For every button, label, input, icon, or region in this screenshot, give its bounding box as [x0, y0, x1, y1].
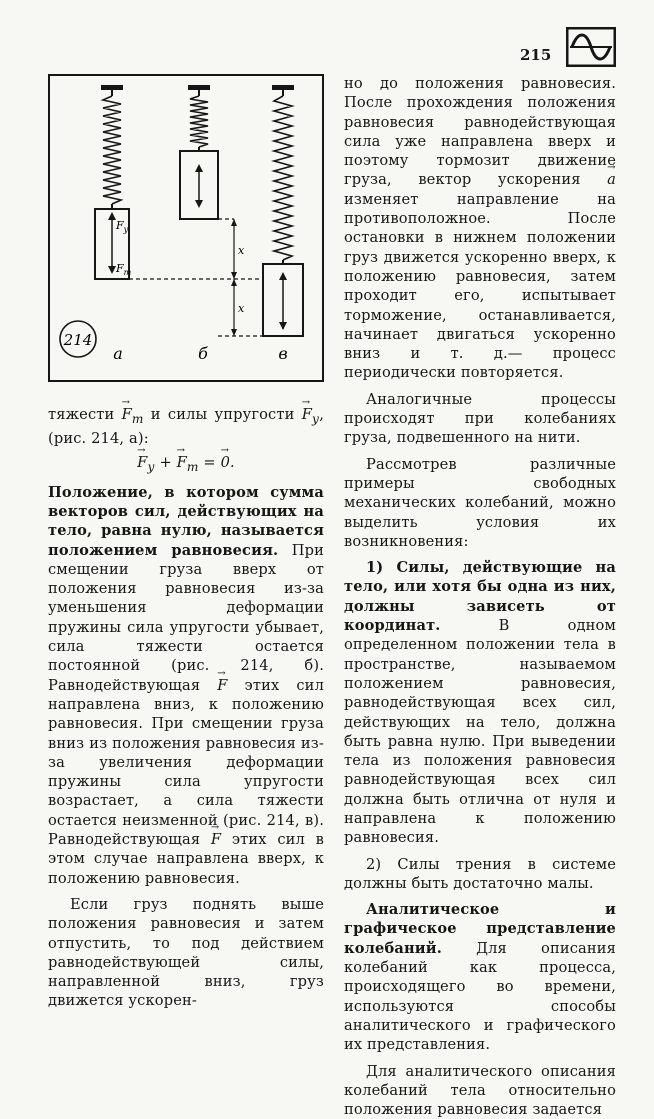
right-para-5: 2) Силы трения в системе должны быть достаточно малы.: [344, 855, 616, 892]
spring-b: [180, 85, 218, 219]
right-para-7: Для аналитического описания колебаний тела относительно положения равновесия задается: [344, 1062, 616, 1119]
right-para-3: Рассмотрев различные примеры свободных механических колебаний, можно выделить условия их возникновения:: [344, 455, 616, 550]
page-number: 215: [520, 46, 552, 64]
distance-x2-label: x: [238, 302, 245, 315]
section-heading: Аналитическое и графическое представление колебаний.: [344, 901, 616, 957]
spring-v: [263, 85, 303, 336]
distance-x1-label: x: [238, 244, 245, 257]
right-column: [344, 74, 616, 1119]
spring-a: [95, 85, 132, 279]
left-para-1: тяжести → $F_т$ и силы упругости → $F_у$, (рис. 214, а):: [48, 405, 324, 449]
label-b: б: [198, 344, 208, 363]
condition-1: 1) Силы, действующие на тело, или хотя бы одна из них, должны зависеть от координат.: [344, 559, 616, 635]
label-a: а: [113, 344, 123, 363]
force-gravity-label-a: $F_т$: [116, 262, 132, 277]
oscillation-logo-icon: [566, 27, 616, 67]
force-elastic-label-a: $F_у$: [116, 219, 129, 234]
figure-214-springs: [48, 74, 324, 382]
left-para-3: Если груз поднять выше положения равновесия и затем отпустить, то под действием равнодействующей силы, направленной вниз, груз движется ускорен-: [48, 895, 324, 1010]
left-para-2: Положение, в котором сумма векторов сил, действующих на тело, равна нулю, называется положением равновесия. При смещении груза вверх от положения равновесия из-за уменьшения деформации пружины сила упругости убывает, сила тяжести остается постоянной (рис. 214, б). Равнодействующая → F этих сил направлена вниз, к положению равновесия. При смещении груза вниз из положения равновесия из-за увеличения деформации пружины сила упругости возрастает, а сила тяжести остается неизменной (рис. 214, в). Равнодействующая → F этих сил в этом случае направлена вверх, к положению равновесия.: [48, 483, 324, 888]
vector-ft: → $F_т$: [122, 405, 144, 429]
right-para-4: 1) Силы, действующие на тело, или хотя бы одна из них, должны зависеть от координат. В одном определенном положении тела в пространстве, называемом положением равновесия, равнодействующая всех сил, действующих на тело, должна быть равна нулю. При выведении тела из положения равновесия равнодействующая всех сил должна быть отлична от нуля и направлена к положению равновесия.: [344, 559, 616, 847]
right-para-1: но до положения равновесия. После прохождения положения равновесия равнодействующая сила уже направлена вверх и поэтому тормозит движение груза, вектор ускорения → a изменяет направление на противоположное. После остановки в нижнем положении груз движется ускоренно вверх, к положению равновесия, затем проходит его, испытывает торможение, останавливается, начинает двигаться ускоренно вниз и т. д.— процесс периодически повторяется.: [344, 74, 616, 383]
figure-number: 214: [63, 331, 93, 349]
right-para-2: Аналогичные процессы происходят при колебаниях груза, подвешенного на нити.: [344, 390, 616, 447]
vector-sum-formula: → $F_у$ + → $F_т$ = → 0.: [48, 453, 324, 477]
label-v: в: [278, 344, 288, 363]
right-para-6: Аналитическое и графическое представление колебаний. Для описания колебаний как процесса, происходящего во времени, используются способы аналитического и графического их представления.: [344, 901, 616, 1054]
definition-equilibrium: Положение, в котором сумма векторов сил, действующих на тело, равна нулю, называется положением равновесия.: [48, 483, 324, 559]
vector-fy: → $F_у$: [302, 405, 319, 429]
left-column: [48, 405, 324, 1011]
